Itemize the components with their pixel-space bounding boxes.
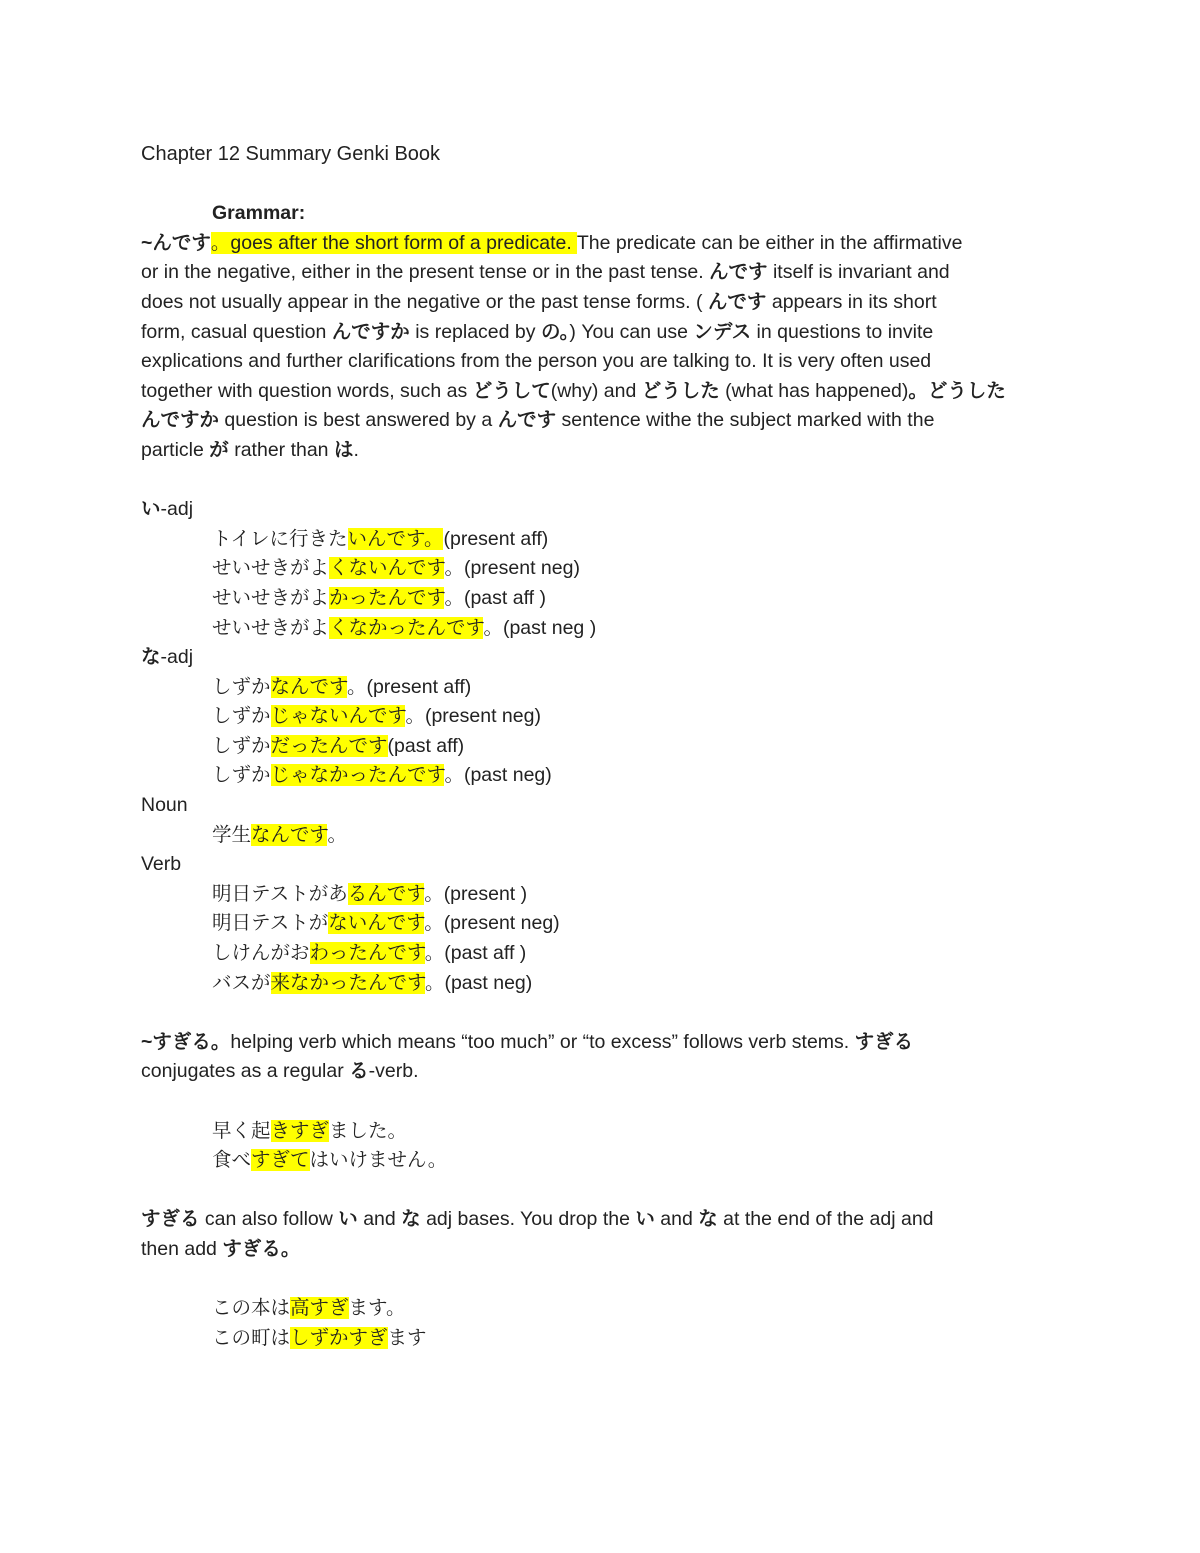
paragraph-line xyxy=(141,288,1061,318)
text-run: せいせきがよ xyxy=(212,557,330,580)
text-run: はいけません。 xyxy=(309,1149,448,1172)
text-run: は xyxy=(333,438,354,461)
adj-sugiru-examples xyxy=(141,1294,1061,1353)
highlighted-text: くないんです xyxy=(329,557,445,580)
example-group-label xyxy=(141,791,1061,821)
text-run: ) You can use xyxy=(569,320,694,343)
text-run: helping verb which means “too much” or “to excess” follows verb stems. xyxy=(230,1030,855,1053)
text-run: 。(present neg) xyxy=(444,557,580,580)
text-run: adj bases. You drop the xyxy=(420,1208,636,1231)
text-run: い xyxy=(141,498,161,521)
highlighted-text: 高すぎ xyxy=(290,1297,349,1320)
spacer xyxy=(141,1176,1061,1206)
paragraph-line xyxy=(141,318,1061,348)
text-run: appears in its short xyxy=(766,290,937,313)
text-run: form, casual question xyxy=(141,320,332,343)
text-run: ます xyxy=(387,1326,427,1349)
text-run: 早く起 xyxy=(212,1119,271,1142)
text-run: 。(present ) xyxy=(424,882,528,905)
paragraph-line xyxy=(141,1057,1061,1087)
text-run: at the end of the adj and xyxy=(717,1208,934,1231)
text-run: どうして xyxy=(472,379,551,402)
text-run: しけんがお xyxy=(212,942,310,965)
text-run: then add xyxy=(141,1237,223,1260)
text-run: んです xyxy=(707,290,767,313)
document-page xyxy=(141,140,1061,1353)
text-run: 明日テストがあ xyxy=(212,882,348,905)
text-run: んです xyxy=(497,409,557,432)
adj-sugiru-explanation xyxy=(141,1205,1061,1264)
text-run: 。(past aff ) xyxy=(444,586,546,609)
text-run: んですか xyxy=(331,320,410,343)
example-sentence xyxy=(141,761,1061,791)
example-sentence xyxy=(141,1294,1061,1324)
text-run: 。(past aff ) xyxy=(424,942,527,965)
highlighted-text: じゃなかったんです xyxy=(270,764,445,787)
text-run: 。(past neg) xyxy=(444,764,552,787)
spacer xyxy=(141,1265,1061,1295)
text-run: can also follow xyxy=(199,1208,339,1231)
text-run: ~んです xyxy=(141,231,211,254)
example-sentence xyxy=(141,939,1061,969)
text-run: rather than xyxy=(228,438,334,461)
text-run: しずか xyxy=(212,734,271,757)
highlighted-text: 。goes after the short form of a predicate. xyxy=(210,231,577,254)
text-run: 。(present aff) xyxy=(346,675,472,698)
text-run: しずか xyxy=(212,764,271,787)
highlighted-text: なんです xyxy=(251,823,328,846)
document-title: Chapter 12 Summary Genki Book xyxy=(141,143,441,165)
example-group-label xyxy=(141,495,1061,525)
text-run: しずか xyxy=(212,675,271,698)
text-run: (present aff) xyxy=(443,527,549,550)
example-group-label xyxy=(141,850,1061,880)
highlighted-text: るんです xyxy=(347,882,425,905)
text-run: 学生 xyxy=(212,823,252,846)
spacer xyxy=(141,466,1061,496)
text-run: い xyxy=(338,1208,358,1231)
text-run: The predicate can be either in the affirmative xyxy=(576,231,963,254)
text-run: この町は xyxy=(212,1326,291,1349)
text-run: すぎる xyxy=(854,1030,914,1053)
paragraph-line xyxy=(141,258,1061,288)
highlighted-text: かったんです xyxy=(329,586,445,609)
text-run: ました。 xyxy=(329,1119,408,1142)
text-run: 明日テストが xyxy=(212,912,329,935)
highlighted-text: いんです。 xyxy=(347,527,444,550)
highlighted-text: きすぎ xyxy=(270,1119,330,1142)
spacer xyxy=(141,170,1061,200)
spacer xyxy=(141,998,1061,1028)
highlighted-text: ないんです xyxy=(328,912,425,935)
paragraph-line xyxy=(141,1028,1061,1058)
text-run: 。どうした xyxy=(908,379,1006,402)
text-run: (why) and xyxy=(550,379,642,402)
example-sentence xyxy=(141,554,1061,584)
text-run: 。(past neg ) xyxy=(483,616,597,639)
text-run: んです xyxy=(709,261,768,284)
example-sentence xyxy=(141,614,1061,644)
text-run: な xyxy=(401,1208,421,1231)
text-run: しずか xyxy=(212,705,271,728)
text-run: does not usually appear in the negative or the past tense forms. ( xyxy=(141,290,708,313)
highlighted-text: 来なかったんです xyxy=(270,971,425,994)
example-sentence xyxy=(141,1324,1061,1354)
highlighted-text: すぎて xyxy=(251,1149,310,1172)
highlighted-text: くなかったんです xyxy=(329,616,484,639)
text-run: question is best answered by a xyxy=(219,409,498,432)
text-run: 。(past neg) xyxy=(424,971,533,994)
spacer xyxy=(141,1087,1061,1117)
example-sentence xyxy=(141,1117,1061,1147)
text-run: explications and further clarifications from the person you are talking to. It is very often used xyxy=(141,350,932,373)
text-run: -adj xyxy=(160,498,194,521)
text-run: どうした xyxy=(641,379,720,402)
highlighted-text: なんです xyxy=(270,675,347,698)
text-run: -adj xyxy=(160,646,194,669)
text-run: の。 xyxy=(540,320,570,343)
text-run: ます。 xyxy=(348,1297,406,1320)
paragraph-line xyxy=(141,229,1061,259)
ndesu-examples xyxy=(141,495,1061,998)
text-run: particle xyxy=(141,438,210,461)
example-sentence xyxy=(141,673,1061,703)
text-run: Noun xyxy=(141,794,188,817)
sugiru-examples xyxy=(141,1117,1061,1176)
text-run: な xyxy=(698,1208,718,1231)
text-run: この本は xyxy=(212,1297,291,1320)
text-run: バスが xyxy=(212,971,271,994)
text-run: ンデス xyxy=(693,320,752,343)
example-sentence xyxy=(141,584,1061,614)
text-run: . xyxy=(353,438,359,461)
text-run: せいせきがよ xyxy=(212,616,330,639)
text-run: い xyxy=(635,1208,655,1231)
text-run: 。 xyxy=(327,823,347,846)
text-run: is replaced by xyxy=(409,320,541,343)
highlighted-text: じゃないんです xyxy=(270,705,406,728)
highlighted-text: だったんです xyxy=(270,734,388,757)
highlighted-text: わったんです xyxy=(309,942,425,965)
text-run: or in the negative, either in the present tense or in the past tense. xyxy=(141,261,710,284)
text-run: すぎる xyxy=(141,1208,200,1231)
example-group-label xyxy=(141,643,1061,673)
paragraph-line xyxy=(141,406,1061,436)
text-run: (what has happened) xyxy=(719,379,909,402)
text-run: んですか xyxy=(141,409,220,432)
text-run: Verb xyxy=(141,853,182,876)
text-run: な xyxy=(141,646,161,669)
example-sentence xyxy=(141,702,1061,732)
text-run: 。(present neg) xyxy=(405,705,541,728)
text-run: conjugates as a regular xyxy=(141,1060,350,1083)
text-run: and xyxy=(654,1208,699,1231)
text-run: (past aff) xyxy=(387,734,465,757)
paragraph-line xyxy=(141,1205,1061,1235)
ndesu-explanation xyxy=(141,229,1061,466)
text-run: トイレに行きた xyxy=(212,527,348,550)
paragraph-line xyxy=(141,377,1061,407)
text-run: すぎる。 xyxy=(222,1237,301,1260)
example-sentence xyxy=(141,1146,1061,1176)
text-run: together with question words, such as xyxy=(141,379,473,402)
example-sentence xyxy=(141,525,1061,555)
text-run: る xyxy=(349,1060,369,1083)
text-run: and xyxy=(357,1208,402,1231)
paragraph-line xyxy=(141,347,1061,377)
example-sentence xyxy=(141,969,1061,999)
sugiru-explanation xyxy=(141,1028,1061,1087)
text-run: itself is invariant and xyxy=(767,261,950,284)
text-run: sentence withe the subject marked with the xyxy=(556,409,935,432)
highlighted-text: しずかすぎ xyxy=(290,1326,388,1349)
example-sentence xyxy=(141,732,1061,762)
grammar-heading: Grammar: xyxy=(212,202,306,225)
text-run: が xyxy=(209,438,229,461)
paragraph-line xyxy=(141,436,1061,466)
text-run: 。(present neg) xyxy=(424,912,560,935)
text-run: in questions to invite xyxy=(751,320,934,343)
example-sentence xyxy=(141,821,1061,851)
example-sentence xyxy=(141,880,1061,910)
text-run: ~すぎる。 xyxy=(141,1030,231,1053)
paragraph-line xyxy=(141,1235,1061,1265)
example-sentence xyxy=(141,909,1061,939)
text-run: -verb. xyxy=(368,1060,419,1083)
text-run: せいせきがよ xyxy=(212,586,330,609)
text-run: 食べ xyxy=(212,1149,252,1172)
